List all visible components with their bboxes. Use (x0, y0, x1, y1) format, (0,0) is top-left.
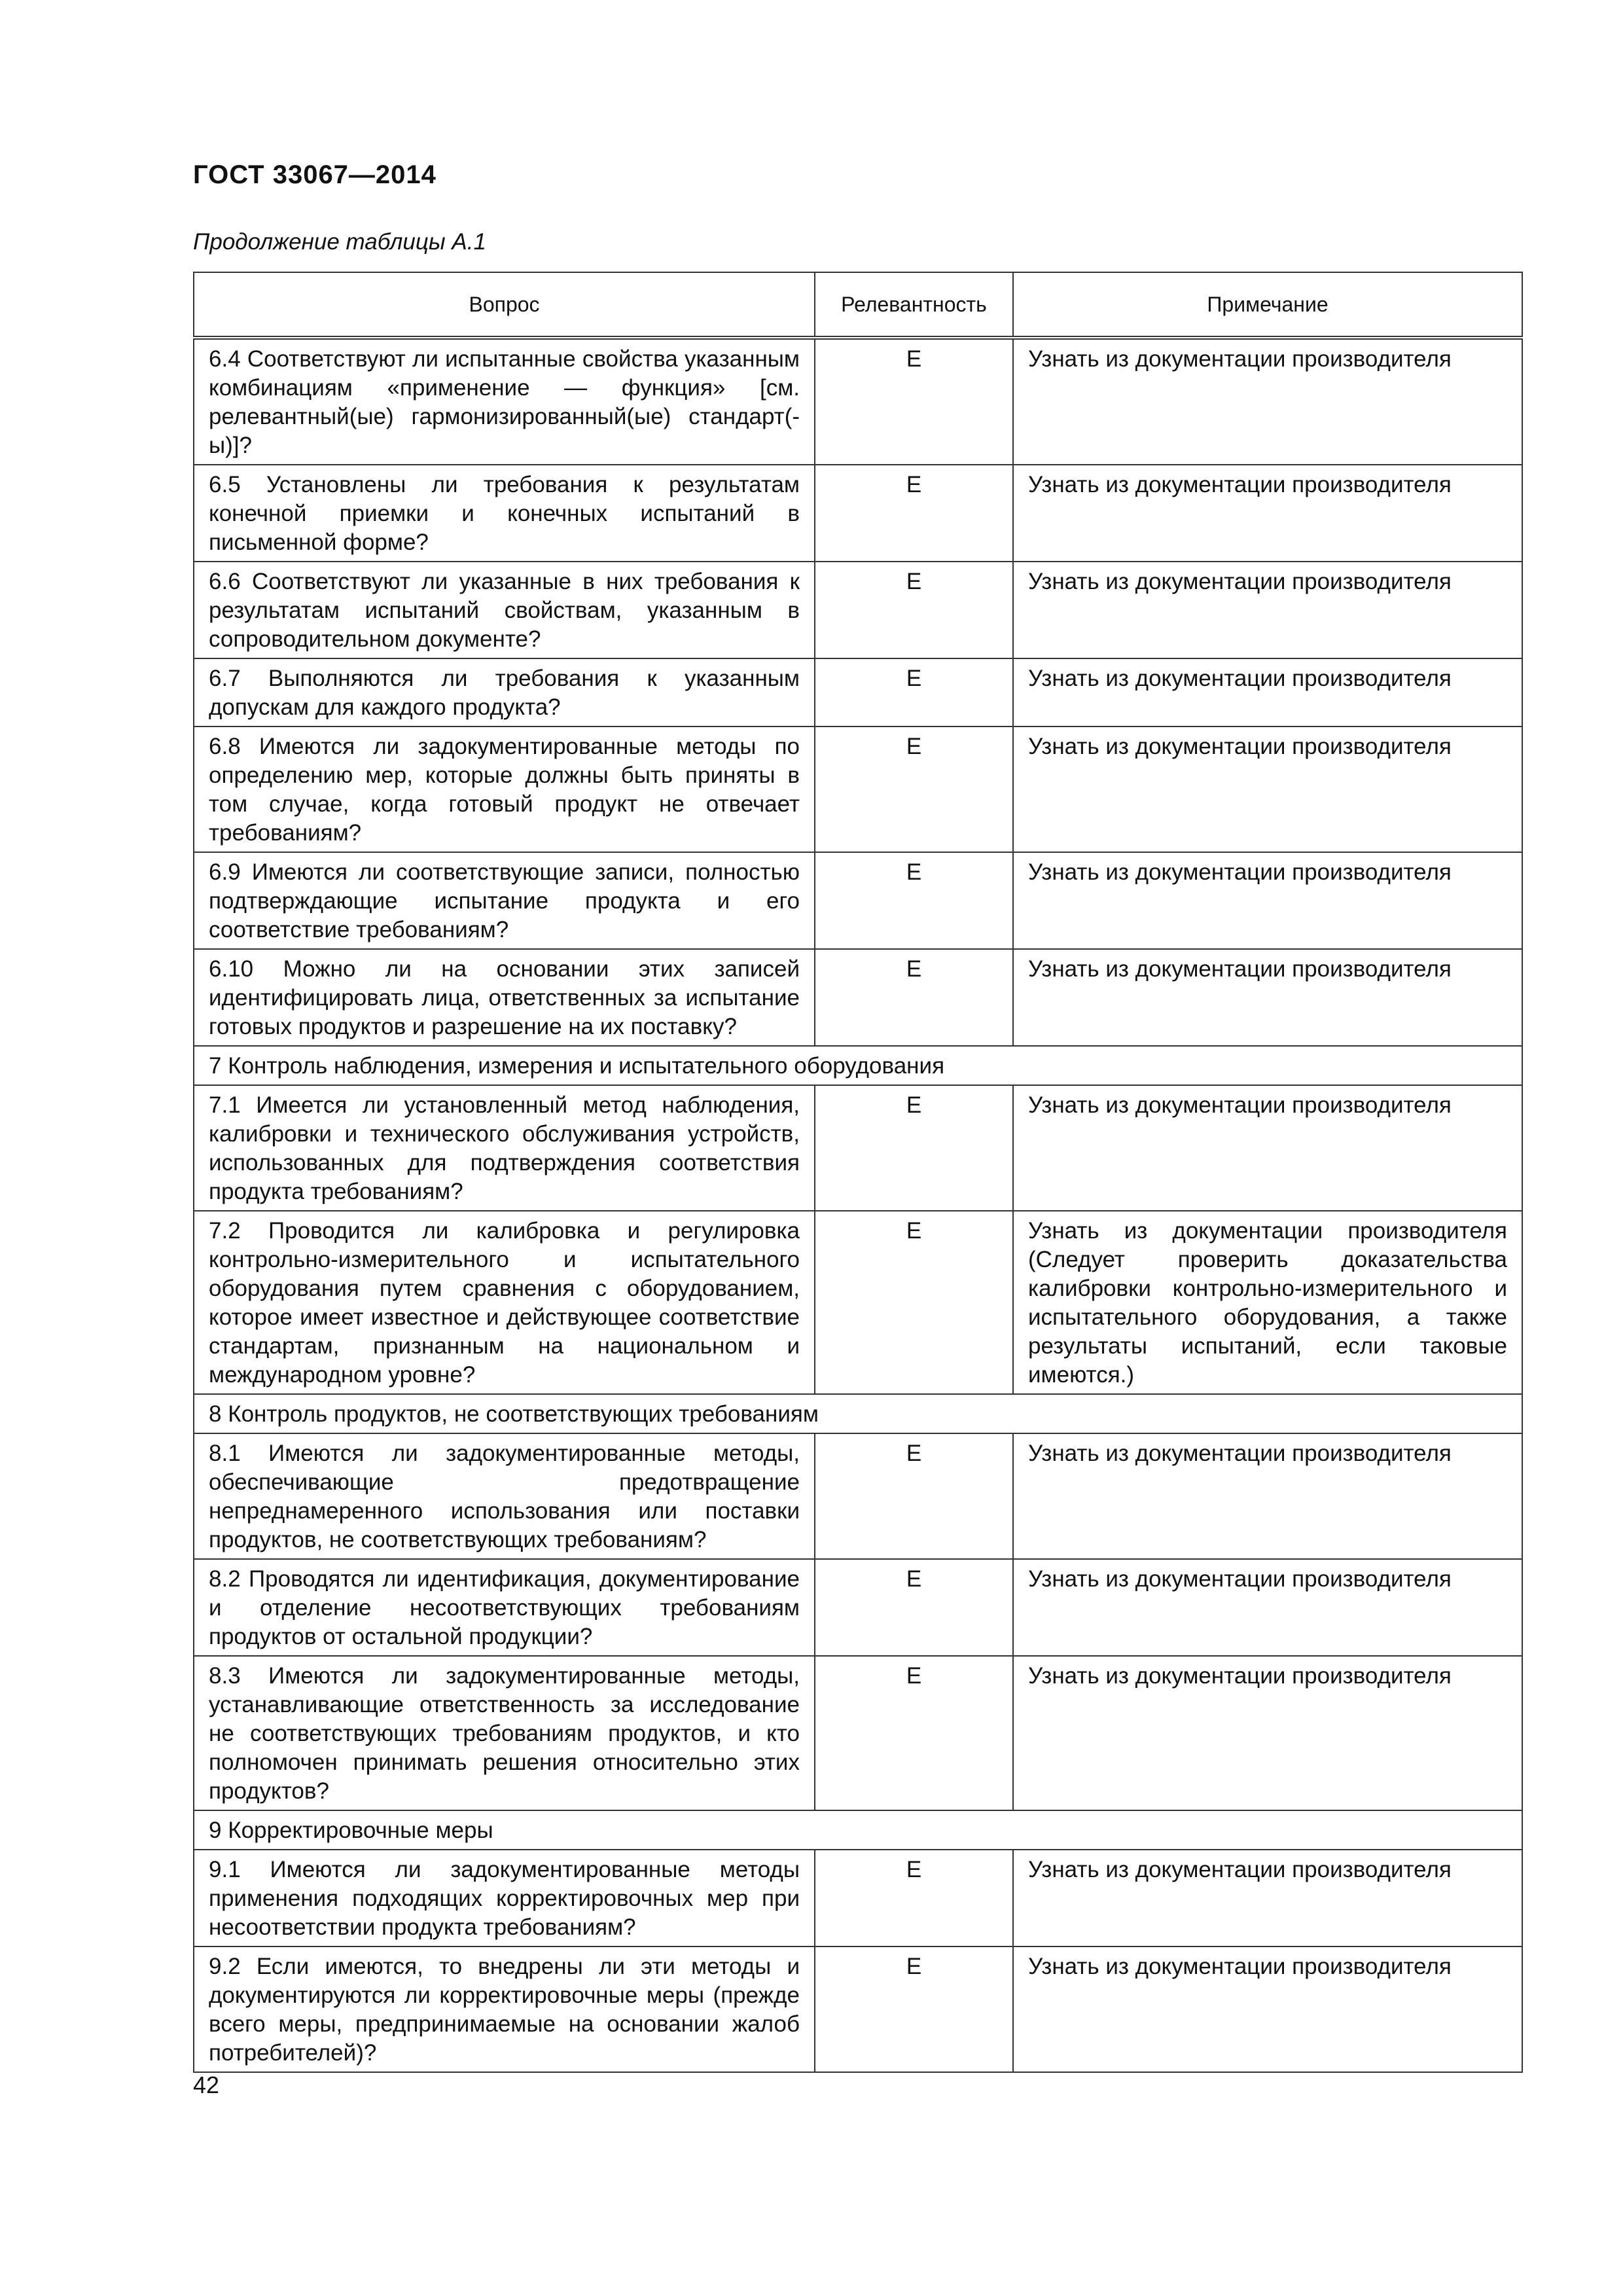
note-cell: Узнать из документации производителя (1013, 1085, 1522, 1211)
relevance-cell: E (815, 1433, 1013, 1559)
note-cell: Узнать из документации производителя (1013, 852, 1522, 949)
question-cell: 6.8 Имеются ли задокументированные методы по определению мер, которые должны быть приняты в том случае, когда готовый продукт не отвечает требованиям? (194, 726, 815, 852)
section-row (194, 1394, 1522, 1433)
section-heading: 7 Контроль наблюдения, измерения и испытательного оборудования (194, 1046, 1522, 1085)
question-cell: 6.10 Можно ли на основании этих записей идентифицировать лица, ответственных за испытание готовых продуктов и разрешение на их поставку? (194, 949, 815, 1046)
relevance-cell: E (815, 1211, 1013, 1394)
relevance-cell: E (815, 949, 1013, 1046)
section-row (194, 1810, 1522, 1850)
note-cell: Узнать из документации производителя (1013, 562, 1522, 658)
relevance-cell: E (815, 465, 1013, 562)
table-caption: Продолжение таблицы А.1 (193, 229, 486, 255)
note-cell: Узнать из документации производителя (1013, 1850, 1522, 1946)
note-cell: Узнать из документации производителя (1013, 465, 1522, 562)
relevance-cell: E (815, 1946, 1013, 2072)
question-cell: 8.3 Имеются ли задокументированные методы, устанавливающие ответственность за исследование не соответствующих требованиям продуктов, и кто полномочен принимать решения относительно этих продуктов? (194, 1656, 815, 1810)
relevance-cell: E (815, 1085, 1013, 1211)
note-cell: Узнать из документации производителя (1013, 1946, 1522, 2072)
question-cell: 8.1 Имеются ли задокументированные методы, обеспечивающие предотвращение непреднамеренного использования или поставки продуктов, не соответствующих требованиям? (194, 1433, 815, 1559)
note-cell: Узнать из документации производителя (1013, 949, 1522, 1046)
table-row (194, 726, 1522, 852)
note-cell: Узнать из документации производителя (Следует проверить доказательства калибровки контрольно-измерительного и испытательного оборудования, а также результаты испытаний, если таковые имеются.) (1013, 1211, 1522, 1394)
note-cell: Узнать из документации производителя (1013, 1559, 1522, 1656)
section-heading: 9 Корректировочные меры (194, 1810, 1522, 1850)
document-code: ГОСТ 33067—2014 (193, 160, 437, 189)
column-header-relevance: Релевантность (815, 272, 1013, 338)
table-row (194, 1559, 1522, 1656)
question-cell: 6.7 Выполняются ли требования к указанным допускам для каждого продукта? (194, 658, 815, 726)
table-row (194, 1850, 1522, 1946)
relevance-cell: E (815, 852, 1013, 949)
note-cell: Узнать из документации производителя (1013, 726, 1522, 852)
page-number: 42 (193, 2072, 220, 2098)
note-cell: Узнать из документации производителя (1013, 1433, 1522, 1559)
column-header-question: Вопрос (194, 272, 815, 338)
relevance-cell: E (815, 1559, 1013, 1656)
question-cell: 9.1 Имеются ли задокументированные методы применения подходящих корректировочных мер при несоответствии продукта требованиям? (194, 1850, 815, 1946)
table-row (194, 949, 1522, 1046)
section-row (194, 1046, 1522, 1085)
relevance-cell: E (815, 562, 1013, 658)
question-cell: 6.5 Установлены ли требования к результатам конечной приемки и конечных испытаний в письменной форме? (194, 465, 815, 562)
question-cell: 8.2 Проводятся ли идентификация, документирование и отделение несоответствующих требованиям продуктов от остальной продукции? (194, 1559, 815, 1656)
table-row (194, 852, 1522, 949)
table-row (194, 465, 1522, 562)
relevance-cell: E (815, 1656, 1013, 1810)
column-header-note: Примечание (1013, 272, 1522, 338)
relevance-cell: E (815, 726, 1013, 852)
table-header-row (194, 272, 1522, 338)
note-cell: Узнать из документации производителя (1013, 338, 1522, 465)
table-row (194, 1085, 1522, 1211)
section-heading: 8 Контроль продуктов, не соответствующих требованиям (194, 1394, 1522, 1433)
question-cell: 7.2 Проводится ли калибровка и регулировка контрольно-измерительного и испытательного оборудования путем сравнения с оборудованием, которое имеет известное и действующее соответствие стандартам, признанным на национальном и международном уровне? (194, 1211, 815, 1394)
table-row (194, 1211, 1522, 1394)
table-row (194, 1433, 1522, 1559)
note-cell: Узнать из документации производителя (1013, 658, 1522, 726)
relevance-cell: E (815, 338, 1013, 465)
table-row (194, 658, 1522, 726)
question-cell: 6.9 Имеются ли соответствующие записи, полностью подтверждающие испытание продукта и его соответствие требованиям? (194, 852, 815, 949)
question-cell: 7.1 Имеется ли установленный метод наблюдения, калибровки и технического обслуживания устройств, использованных для подтверждения соответствия продукта требованиям? (194, 1085, 815, 1211)
question-cell: 9.2 Если имеются, то внедрены ли эти методы и документируются ли корректировочные меры (прежде всего меры, предпринимаемые на основании жалоб потребителей)? (194, 1946, 815, 2072)
table-row (194, 1656, 1522, 1810)
table-row (194, 338, 1522, 465)
note-cell: Узнать из документации производителя (1013, 1656, 1522, 1810)
relevance-cell: E (815, 658, 1013, 726)
relevance-cell: E (815, 1850, 1013, 1946)
requirements-table (193, 272, 1523, 2073)
question-cell: 6.4 Соответствуют ли испытанные свойства указанным комбинациям «применение — функция» [см. релевантный(ые) гармонизированный(ые) стандарт(-ы)]? (194, 338, 815, 465)
table-row (194, 562, 1522, 658)
question-cell: 6.6 Соответствуют ли указанные в них требования к результатам испытаний свойствам, указанным в сопроводительном документе? (194, 562, 815, 658)
table-row (194, 1946, 1522, 2072)
